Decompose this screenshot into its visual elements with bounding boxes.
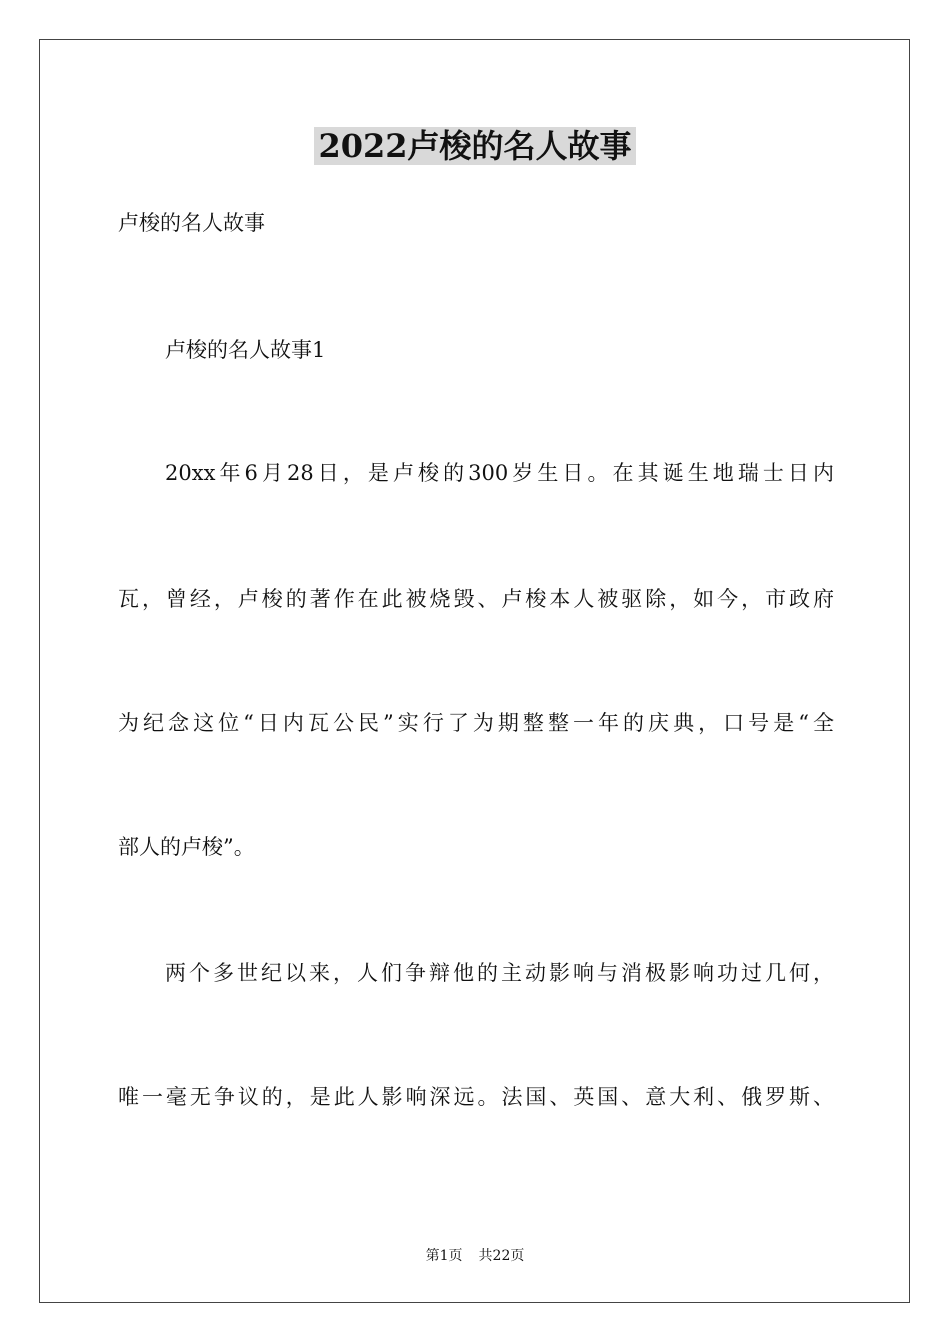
paragraph-line: 两个多世纪以来，人们争辩他的主动影响与消极影响功过几何， <box>165 961 834 985</box>
section-heading: 卢梭的名人故事1 <box>165 338 326 362</box>
paragraph-line: 唯一毫无争议的，是此人影响深远。法国、英国、意大利、俄罗斯、 <box>118 1085 834 1109</box>
page-total: 共22页 <box>478 1248 525 1264</box>
paragraph-line: 瓦，曾经，卢梭的著作在此被烧毁、卢梭本人被驱除，如今，市政府 <box>118 587 834 611</box>
page-number: 第1页 <box>425 1248 463 1264</box>
paragraph-line: 为纪念这位“日内瓦公民”实行了为期整整一年的庆典，口号是“全 <box>118 711 834 735</box>
paragraph-line: 部人的卢梭”。 <box>118 835 255 859</box>
document-subtitle: 卢梭的名人故事 <box>118 211 265 235</box>
paragraph-line: 20xx年6月28日，是卢梭的300岁生日。在其诞生地瑞士日内 <box>165 461 834 485</box>
document-title-text: 2022卢梭的名人故事 <box>314 127 635 165</box>
document-title <box>0 124 950 168</box>
page-footer <box>0 1246 950 1266</box>
